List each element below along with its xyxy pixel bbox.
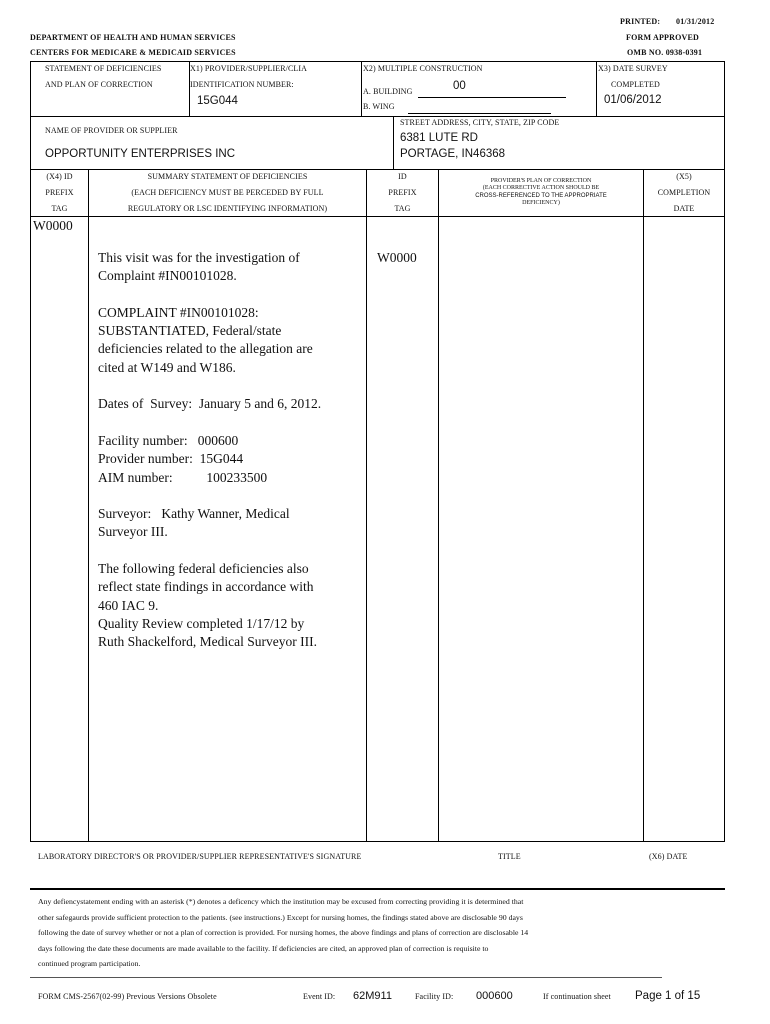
address-line-1: 6381 LUTE RD [400, 132, 478, 144]
p6-line3: 460 IAC 9. [98, 597, 159, 613]
deficiency-summary [98, 249, 360, 670]
x1-label-2: IDENTIFICATION NUMBER: [190, 80, 294, 89]
building-value: 00 [453, 80, 466, 92]
provider-name-value: OPPORTUNITY ENTERPRISES INC [45, 148, 235, 160]
p2-line1: COMPLAINT #IN00101028: [98, 304, 259, 320]
provider-name-label: NAME OF PROVIDER OR SUPPLIER [45, 126, 178, 135]
p2-line4: cited at W149 and W186. [98, 359, 236, 375]
x6-date-label: (X6) DATE [649, 852, 688, 861]
p2-line3: deficiencies related to the allegation are [98, 341, 313, 357]
p4-line1: Facility number: 000600 [98, 432, 239, 448]
p2-line2: SUBSTANTIATED, Federal/state [98, 323, 282, 339]
disclaimer-line2: other safegaurds provide sufficient protection to the patients. (see instructions.) Except for nursing homes, the findings stated above are disclosable 90 days [38, 912, 523, 922]
summary-header-3: REGULATORY OR LSC IDENTIFYING INFORMATION) [127, 204, 328, 213]
facility-id-label: Facility ID: [415, 992, 454, 1001]
plan-header-1: PROVIDER'S PLAN OF CORRECTION [490, 178, 592, 184]
id-header-1: ID [398, 172, 407, 181]
x5-header-2: COMPLETION [657, 188, 711, 197]
p6-line2: reflect state findings in accordance with [98, 579, 314, 595]
x5-header-3: DATE [673, 204, 695, 213]
centers-title: CENTERS FOR MEDICARE & MEDICAID SERVICES [30, 48, 236, 57]
p6-line5: Ruth Shackelford, Medical Surveyor III. [98, 634, 317, 650]
disclaimer-line1: Any defiencystatement ending with an asterisk (*) denotes a deficency which the institution may be excused from correcting providing it is determined that [38, 897, 524, 906]
disclaimer-line5: continued program participation. [38, 959, 141, 968]
summary-header-1: SUMMARY STATEMENT OF DEFICIENCIES [147, 172, 308, 181]
department-title: DEPARTMENT OF HEALTH AND HUMAN SERVICES [30, 33, 236, 42]
wing-label: B. WING [363, 102, 395, 111]
p3-line: Dates of Survey: January 5 and 6, 2012. [98, 396, 322, 412]
right-prefix-tag: W0000 [377, 250, 417, 265]
p6-line4: Quality Review completed 1/17/12 by [98, 615, 305, 631]
x4-header-1: (X4) ID [46, 172, 73, 181]
x3-label-1: X3) DATE SURVEY [598, 64, 668, 73]
building-label: A. BUILDING [363, 87, 413, 96]
x1-label-1: X1) PROVIDER/SUPPLIER/CLIA [190, 64, 308, 73]
x2-label: X2) MULTIPLE CONSTRUCTION [363, 64, 483, 73]
p1-line2: Complaint #IN00101028. [98, 268, 237, 284]
left-prefix-tag: W0000 [33, 218, 73, 233]
id-header-3: TAG [394, 204, 411, 213]
x3-label-2: COMPLETED [611, 80, 660, 89]
plan-header-4: DEFICIENCY) [522, 200, 560, 206]
statement-label-2: AND PLAN OF CORRECTION [45, 80, 153, 89]
signature-label: LABORATORY DIRECTOR'S OR PROVIDER/SUPPLIER REPRESENTATIVE'S SIGNATURE [38, 852, 362, 861]
disclaimer [38, 894, 718, 972]
continuation-label: If continuation sheet [543, 992, 611, 1001]
plan-header-2: (EACH CORRECTIVE ACTION SHOULD BE [482, 185, 600, 191]
page-number: Page 1 of 15 [635, 990, 701, 1002]
survey-date-value: 01/06/2012 [604, 94, 662, 106]
event-id-label: Event ID: [303, 992, 336, 1001]
plan-header-3: CROSS-REFERENCED TO THE APPROPRIATE [475, 193, 607, 199]
p5-line2: Surveyor III. [98, 524, 168, 540]
address-line-2: PORTAGE, IN46368 [400, 148, 506, 160]
x4-header-3: TAG [51, 204, 68, 213]
omb-number: OMB NO. 0938-0391 [627, 48, 703, 57]
form-number: FORM CMS-2567(02-99) Previous Versions Obsolete [38, 992, 217, 1001]
id-header-2: PREFIX [388, 188, 417, 197]
printed-date: 01/31/2012 [676, 17, 715, 26]
printed-label: PRINTED: [620, 17, 661, 26]
x4-header-2: PREFIX [45, 188, 74, 197]
summary-header-2: (EACH DEFICIENCY MUST BE PERCEDED BY FULL [131, 188, 324, 197]
x5-header-1: (X5) [676, 172, 692, 181]
disclaimer-line3: following the date of survey whether or not a plan of correction is provided. For nursing homes, the above findings and plans of correction are disclosable 14 [38, 928, 529, 937]
title-label: TITLE [498, 852, 521, 861]
p4-line3: AIM number: 100233500 [98, 469, 268, 485]
p4-line2: Provider number: 15G044 [98, 451, 244, 467]
event-id-value: 62M911 [353, 990, 392, 1002]
p6-line1: The following federal deficiencies also [98, 561, 309, 577]
disclaimer-line4: days following the date these documents are made available to the facility. If deficiencies are cited, an approved plan of correction is requisite to [38, 943, 489, 953]
statement-label-1: STATEMENT OF DEFICIENCIES [45, 64, 162, 73]
facility-id-value: 000600 [476, 990, 513, 1002]
form-approved: FORM APPROVED [626, 33, 700, 42]
address-label: STREET ADDRESS, CITY, STATE, ZIP CODE [400, 118, 560, 127]
p1-line1: This visit was for the investigation of [98, 250, 300, 265]
p5-line1: Surveyor: Kathy Wanner, Medical [98, 506, 290, 522]
provider-id-value: 15G044 [197, 95, 238, 107]
